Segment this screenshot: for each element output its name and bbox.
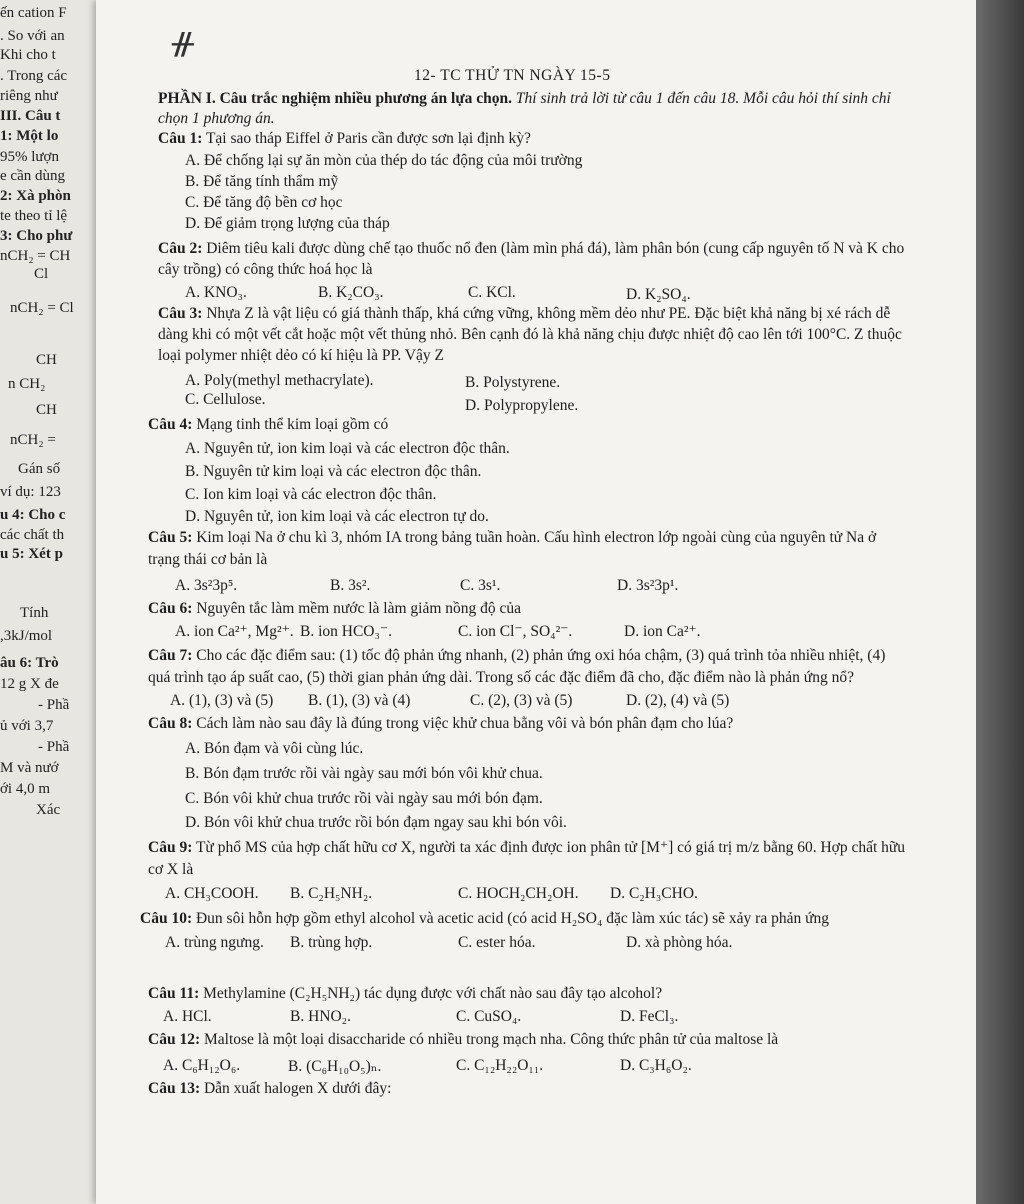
q5-option-d: D. 3s²3p¹. bbox=[617, 577, 679, 594]
q11-option-a: A. HCl. bbox=[163, 1008, 212, 1025]
question-8: Câu 8: Cách làm nào sau đây là đúng trong việc khử chua bằng vôi và bón phân đạm cho lúa? bbox=[148, 715, 734, 732]
q1-option-b: B. Để tăng tính thẩm mỹ bbox=[185, 173, 339, 190]
q6-option-d: D. ion Ca²⁺. bbox=[624, 623, 701, 640]
underlying-text-fragment: ,3kJ/mol bbox=[0, 628, 53, 644]
underlying-text-fragment: âu 6: Trò bbox=[0, 655, 59, 671]
underlying-text-fragment: Khi cho t bbox=[0, 47, 56, 63]
underlying-text-fragment: 3: Cho phư bbox=[0, 228, 73, 244]
q12-option-c: C. C₁₂H₂₂O₁₁. bbox=[456, 1057, 544, 1074]
q11-option-d: D. FeCl₃. bbox=[620, 1008, 679, 1025]
exam-title: 12- TC THỬ TN NGÀY 15-5 bbox=[414, 67, 611, 84]
underlying-text-fragment: Xác bbox=[36, 802, 61, 818]
underlying-text-fragment: Gán số bbox=[18, 461, 61, 477]
q1-option-c: C. Để tăng độ bền cơ học bbox=[185, 194, 343, 211]
underlying-text-fragment: 95% lượn bbox=[0, 149, 59, 165]
question-3: Câu 3: Nhựa Z là vật liệu có giá thành thấp, khá cứng vững, không mềm dẻo như PE. Đặc biệt khả năng bị xé rách dễ bbox=[158, 305, 891, 322]
underlying-text-fragment: riêng như bbox=[0, 88, 58, 104]
q5-option-c: C. 3s¹. bbox=[460, 577, 501, 594]
underlying-text-fragment: ví dụ: 123 bbox=[0, 484, 61, 500]
q3-option-b: B. Polystyrene. bbox=[465, 374, 561, 391]
underlying-text-fragment: III. Câu t bbox=[0, 108, 61, 124]
q8-option-a: A. Bón đạm và vôi cùng lúc. bbox=[185, 740, 364, 757]
q10-option-b: B. trùng hợp. bbox=[290, 934, 373, 951]
underlying-text-fragment: . So với an bbox=[0, 28, 65, 44]
instructions-line-2: chọn 1 phương án. bbox=[158, 110, 275, 127]
underlying-text-fragment: M và nướ bbox=[0, 760, 59, 776]
q3-stem-cont-2: loại polymer nhiệt dẻo có kí hiệu là PP. Vậy Z bbox=[158, 347, 444, 364]
underlying-text-fragment: n CH₂ bbox=[8, 376, 46, 392]
q12-option-a: A. C₆H₁₂O₆. bbox=[163, 1057, 241, 1074]
underlying-text-fragment: Tính bbox=[20, 605, 49, 621]
question-10: Câu 10: Đun sôi hỗn hợp gồm ethyl alcohol và acetic acid (có acid H₂SO₄ đặc làm xúc tác) sẽ xảy ra phản ứng bbox=[140, 910, 829, 927]
underlying-text-fragment: te theo tỉ lệ bbox=[0, 208, 68, 224]
q1-option-d: D. Để giảm trọng lượng của tháp bbox=[185, 215, 390, 232]
q11-option-c: C. CuSO₄. bbox=[456, 1008, 522, 1025]
question-11: Câu 11: Methylamine (C₂H₅NH₂) tác dụng được với chất nào sau đây tạo alcohol? bbox=[148, 985, 663, 1002]
q6-option-c: C. ion Cl⁻, SO₄²⁻. bbox=[458, 623, 573, 640]
part-label: PHẦN I. Câu trắc nghiệm nhiều phương án lựa chọn. bbox=[158, 90, 513, 107]
underlying-text-fragment: nCH₂ = CH bbox=[0, 248, 71, 264]
q7-option-d: D. (2), (4) và (5) bbox=[626, 692, 730, 709]
instructions-line-1: Thí sinh trả lời từ câu 1 đến câu 18. Mỗi câu hỏi thí sinh chỉ bbox=[512, 90, 891, 107]
background-edge bbox=[976, 0, 1024, 1204]
q8-option-c: C. Bón vôi khử chua trước rồi vài ngày sau mới bón đạm. bbox=[185, 790, 543, 807]
q9-option-d: D. C₂H₃CHO. bbox=[610, 885, 698, 902]
underlying-text-fragment: e cần dùng bbox=[0, 168, 65, 184]
q5-option-b: B. 3s². bbox=[330, 577, 371, 594]
underlying-text-fragment: 1: Một lo bbox=[0, 128, 59, 144]
q7-stem-cont: quá trình tạo áp suất cao, (5) thời gian phản ứng dài. Trong số các đặc điểm đã cho, đặc điểm nào là phản ứng nổ? bbox=[148, 669, 854, 686]
q5-option-a: A. 3s²3p⁵. bbox=[175, 577, 238, 594]
underlying-text-fragment: ến cation F bbox=[0, 5, 67, 21]
q12-option-d: D. C₃H₆O₂. bbox=[620, 1057, 692, 1074]
underlying-text-fragment: - Phầ bbox=[38, 697, 70, 713]
q12-option-b: B. (C₆H₁₀O₅)ₙ. bbox=[288, 1058, 382, 1075]
question-7: Câu 7: Cho các đặc điểm sau: (1) tốc độ phản ứng nhanh, (2) phản ứng oxi hóa chậm, (3) quá trình tỏa nhiều nhiệt, (4) bbox=[148, 647, 886, 664]
q4-option-b: B. Nguyên tử kim loại và các electron độc thân. bbox=[185, 463, 482, 480]
underlying-text-fragment: u 4: Cho c bbox=[0, 507, 66, 523]
q1-option-a: A. Để chống lại sự ăn mòn của thép do tác động của môi trường bbox=[185, 152, 583, 169]
q5-stem-cont: trạng thái cơ bản là bbox=[148, 551, 268, 568]
q2-option-d: D. K₂SO₄. bbox=[626, 286, 691, 303]
underlying-text-fragment: Cl bbox=[34, 266, 49, 282]
question-9: Câu 9: Từ phổ MS của hợp chất hữu cơ X, người ta xác định được ion phân tử [M⁺] có giá trị m/z bằng 60. Hợp chất hữu bbox=[148, 839, 906, 856]
part-heading bbox=[158, 90, 891, 108]
underlying-text-fragment: ới 4,0 m bbox=[0, 781, 51, 797]
q10-option-c: C. ester hóa. bbox=[458, 934, 536, 951]
q8-option-d: D. Bón vôi khử chua trước rồi bón đạm ngay sau khi bón vôi. bbox=[185, 814, 567, 831]
underlying-text-fragment: - Phầ bbox=[38, 739, 70, 755]
q6-option-b: B. ion HCO₃⁻. bbox=[300, 623, 392, 640]
question-1: Câu 1: Tại sao tháp Eiffel ở Paris cần được sơn lại định kỳ? bbox=[158, 130, 531, 147]
q4-option-a: A. Nguyên tử, ion kim loại và các electron độc thân. bbox=[185, 440, 510, 457]
q3-option-d: D. Polypropylene. bbox=[465, 397, 579, 414]
q11-option-b: B. HNO₂. bbox=[290, 1008, 351, 1025]
q6-option-a: A. ion Ca²⁺, Mg²⁺. bbox=[175, 623, 294, 640]
underlying-text-fragment: nCH₂ = Cl bbox=[10, 300, 74, 316]
q10-option-a: A. trùng ngưng. bbox=[165, 934, 264, 951]
q9-option-c: C. HOCH₂CH₂OH. bbox=[458, 885, 579, 902]
q2-stem-cont: cây trồng) có công thức hoá học là bbox=[158, 261, 373, 278]
question-13: Câu 13: Dẫn xuất halogen X dưới đây: bbox=[148, 1080, 392, 1097]
underlying-text-fragment: CH bbox=[36, 402, 57, 418]
q2-option-c: C. KCl. bbox=[468, 284, 516, 301]
underlying-text-fragment: các chất th bbox=[0, 527, 65, 543]
question-5: Câu 5: Kim loại Na ở chu kì 3, nhóm IA trong bảng tuần hoàn. Cấu hình electron lớp ngoài cùng của nguyên tử Na ở bbox=[148, 529, 877, 546]
q9-option-b: B. C₂H₅NH₂. bbox=[290, 885, 373, 902]
underlying-text-fragment: 12 g X đe bbox=[0, 676, 59, 692]
question-6: Câu 6: Nguyên tắc làm mềm nước là làm giảm nồng độ của bbox=[148, 600, 522, 617]
q7-option-c: C. (2), (3) và (5) bbox=[470, 692, 573, 709]
q3-option-a: A. Poly(methyl methacrylate). bbox=[185, 372, 374, 389]
q4-option-d: D. Nguyên tử, ion kim loại và các electron tự do. bbox=[185, 508, 489, 525]
underlying-text-fragment: u 5: Xét p bbox=[0, 546, 63, 562]
underlying-text-fragment: 2: Xà phòn bbox=[0, 188, 71, 204]
q2-option-b: B. K₂CO₃. bbox=[318, 284, 384, 301]
underlying-text-fragment: CH bbox=[36, 352, 57, 368]
q4-option-c: C. Ion kim loại và các electron độc thân. bbox=[185, 486, 437, 503]
underlying-text-fragment: . Trong các bbox=[0, 68, 68, 84]
q7-option-a: A. (1), (3) và (5) bbox=[170, 692, 274, 709]
question-2: Câu 2: Diêm tiêu kali được dùng chế tạo thuốc nổ đen (làm mìn phá đá), làm phân bón (cung cấp nguyên tố N và K cho bbox=[158, 240, 905, 257]
q9-stem-cont: cơ X là bbox=[148, 861, 194, 878]
q8-option-b: B. Bón đạm trước rồi vài ngày sau mới bón vôi khử chua. bbox=[185, 765, 543, 782]
q7-option-b: B. (1), (3) và (4) bbox=[308, 692, 411, 709]
q9-option-a: A. CH₃COOH. bbox=[165, 885, 259, 902]
q10-option-d: D. xà phòng hóa. bbox=[626, 934, 733, 951]
underlying-text-fragment: ủ với 3,7 bbox=[0, 718, 54, 734]
underlying-text-fragment: nCH₂ = bbox=[10, 432, 56, 448]
q3-stem-cont: dàng khi có một vết cắt hoặc một vết thủng nhỏ. Bên cạnh đó là khả năng chịu được nhiệt độ cao lên tới 100°C. Z thuộc bbox=[158, 326, 902, 343]
q3-option-c: C. Cellulose. bbox=[185, 391, 266, 408]
q2-option-a: A. KNO₃. bbox=[185, 284, 247, 301]
handwritten-mark: ᚌ bbox=[172, 26, 194, 61]
question-4: Câu 4: Mạng tinh thể kim loại gồm có bbox=[148, 416, 389, 433]
question-12: Câu 12: Maltose là một loại disaccharide có nhiều trong mạch nha. Công thức phân tử của maltose là bbox=[148, 1031, 779, 1048]
